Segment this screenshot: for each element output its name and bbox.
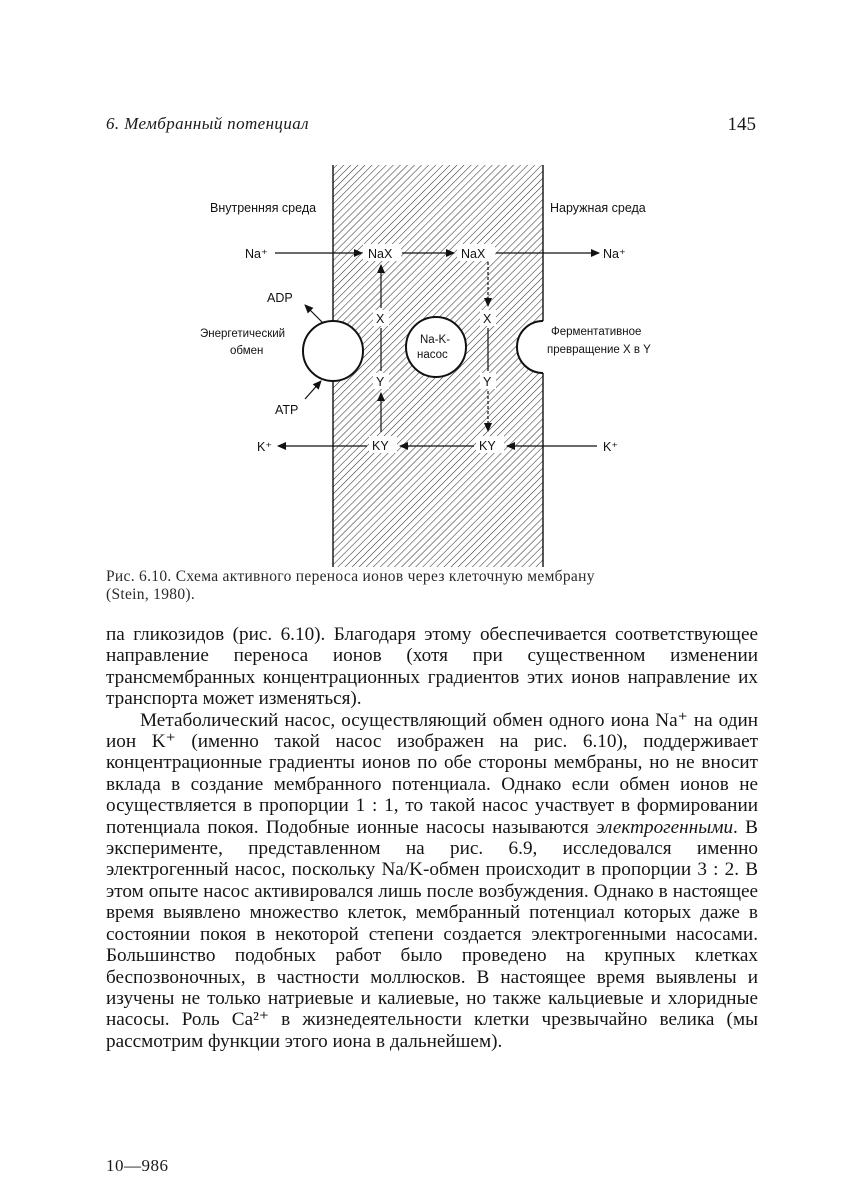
carrier-y-left: Y <box>376 375 385 389</box>
enzymatic-label-1: Ферментативное <box>551 326 642 338</box>
energy-metabolism-label-2: обмен <box>230 345 264 357</box>
running-head <box>106 114 756 138</box>
paragraph-2-part-b: . В эксперименте, представленном на рис. 6.9, исследовался именно электрогенный насос, поскольку Na/K-обмен происходит в пропорции 3 : 2. В этом опыте насос активировался лишь после возбуждения. Однако в настоящее время выявлено множество клеток, мембранный потенциал которых даже в состоянии покоя в некоторой степени создается электрогенными насосами. Большинство подобных работ было проведено на крупных клетках беспозвоночных, в частности моллюсков. В настоящее время выявлены и изучены не только натриевые и калиевые, но также кальциевые и хлоридные насосы. Роль Ca²⁺ в жизнедеятельности клетки чрезвычайно велика (мы рассмотрим функции этого иона в дальнейшем). <box>106 816 758 1052</box>
body-text <box>106 624 758 1052</box>
carrier-y-right: Y <box>483 375 492 389</box>
inner-medium-label: Внутренняя среда <box>210 201 317 215</box>
carrier-x-left: X <box>376 312 385 326</box>
k-ion-inner: K⁺ <box>257 440 272 454</box>
energy-metabolism-cycle <box>303 321 363 381</box>
outer-medium-label: Наружная среда <box>550 201 646 215</box>
na-k-pump <box>406 317 466 377</box>
ky-complex-right: KY <box>479 439 496 453</box>
atp-arrow <box>305 381 321 399</box>
chapter-title: 6. Мембранный потенциал <box>106 114 309 133</box>
pump-label-2: насос <box>417 349 448 361</box>
paragraph-2-part-a: Метаболический насос, осуществляющий обмен одного иона Na⁺ на один ион K⁺ (именно такой насос изображен на рис. 6.10), поддерживает концентрационные градиенты ионов по обе стороны мембраны, но не вносит вклада в создание мембранного потенциала. Однако если обмен ионов не осуществляется в пропорции 1 : 1, то такой насос участвует в формировании потенциала покоя. Подобные ионные насосы называются <box>106 709 758 838</box>
adp-label: ADP <box>267 291 293 305</box>
paragraph-2 <box>106 710 758 1053</box>
na-ion-outer: Na⁺ <box>603 247 626 261</box>
nax-complex-left: NaX <box>368 247 393 261</box>
energy-metabolism-label-1: Энергетический <box>200 328 286 340</box>
enzymatic-label-2: превращение X в Y <box>547 344 651 356</box>
pump-label-1: Na-K- <box>420 334 451 346</box>
electrogenic-term: электрогенными <box>596 816 734 838</box>
printer-signature: 10—986 <box>106 1156 169 1175</box>
page-number: 145 <box>727 114 756 135</box>
atp-label: ATP <box>275 403 299 417</box>
adp-arrow <box>305 305 323 323</box>
figure-caption <box>106 568 758 604</box>
carrier-x-right: X <box>483 312 492 326</box>
na-ion-inner: Na⁺ <box>245 247 268 261</box>
membrane-diagram <box>195 165 665 570</box>
nax-complex-right: NaX <box>461 247 486 261</box>
k-ion-outer: K⁺ <box>603 440 618 454</box>
caption-line-2: (Stein, 1980). <box>106 586 196 603</box>
ky-complex-left: KY <box>372 439 389 453</box>
paragraph-1: па гликозидов (рис. 6.10). Благодаря этому обеспечивается соответствующее направление переноса ионов (хотя при существенном изменении трансмембранных концентрационных градиентов этих ионов направление их транспорта может изменяться). <box>106 624 758 710</box>
caption-line-1: Рис. 6.10. Схема активного переноса ионов через клеточную мембрану <box>106 568 595 585</box>
figure-6-10 <box>195 165 665 570</box>
